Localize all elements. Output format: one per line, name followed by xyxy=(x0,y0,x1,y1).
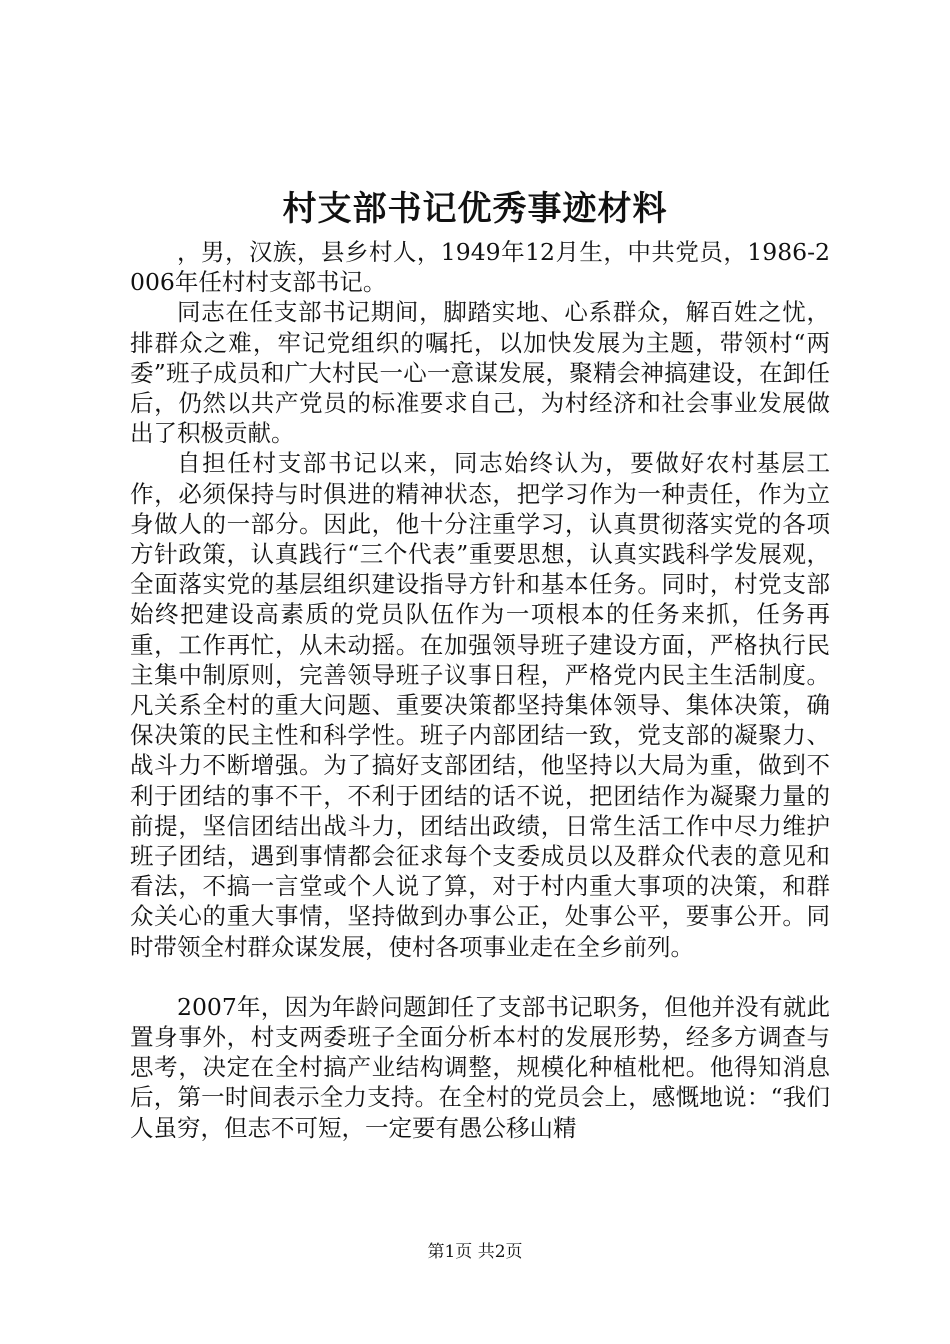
paragraph-leadership: 自担任村支部书记以来，同志始终认为，要做好农村基层工作，必须保持与时俱进的精神状态，把学习作为一种责任，作为立身做人的一部分。因此，他十分注重学习，认真贯彻落实党的各项方针政策，认真践行“三个代表”重要思想，认真实践科学发展观，全面落实党的基层组织建设指导方针和基本任务。同时，村党支部始终把建设高素质的党员队伍作为一项根本的任务来抓，任务再重，工作再忙，从未动摇。在加强领导班子建设方面，严格执行民主集中制原则，完善领导班子议事日程，严格党内民主生活制度。凡关系全村的重大问题、重要决策都坚持集体领导、集体决策，确保决策的民主性和科学性。班子内部团结一致，党支部的凝聚力、战斗力不断增强。为了搞好支部团结，他坚持以大局为重，做到不利于团结的事不干，不利于团结的话不说，把团结作为凝聚力量的前提，坚信团结出战斗力，团结出政绩，日常生活工作中尽力维护班子团结，遇到事情都会征求每个支委成员以及群众代表的意见和看法，不搞一言堂或个人说了算，对于村内重大事项的决策，和群众关心的重大事情，坚持做到办事公正，处事公平，要事公开。同时带领全村群众谋发展，使村各项事业走在全乡前列。 xyxy=(130,449,830,961)
document-body xyxy=(130,237,830,1143)
page-title: 村支部书记优秀事迹材料 xyxy=(282,189,668,229)
paragraph-summary: 同志在任支部书记期间，脚踏实地、心系群众，解百姓之忧，排群众之难，牢记党组织的嘱托，以加快发展为主题，带领村“两委”班子成员和广大村民一心一意谋发展，聚精会神搞建设，在卸任后，仍然以共产党员的标准要求自己，为村经济和社会事业发展做出了积极贡献。 xyxy=(130,298,830,448)
paragraph-2007: 2007年，因为年龄问题卸任了支部书记职务，但他并没有就此置身事外，村支两委班子全面分析本村的发展形势，经多方调查与思考，决定在全村搞产业结构调整，规模化种植枇杷。他得知消息后，第一时间表示全力支持。在全村的党员会上，感慨地说：“我们人虽穷，但志不可短，一定要有愚公移山精 xyxy=(130,992,830,1142)
page-footer: 第1页 共2页 xyxy=(427,1242,523,1262)
paragraph-intro: ，男，汉族，县乡村人，1949年12月生，中共党员，1986-2006年任村村支部书记。 xyxy=(130,238,830,297)
